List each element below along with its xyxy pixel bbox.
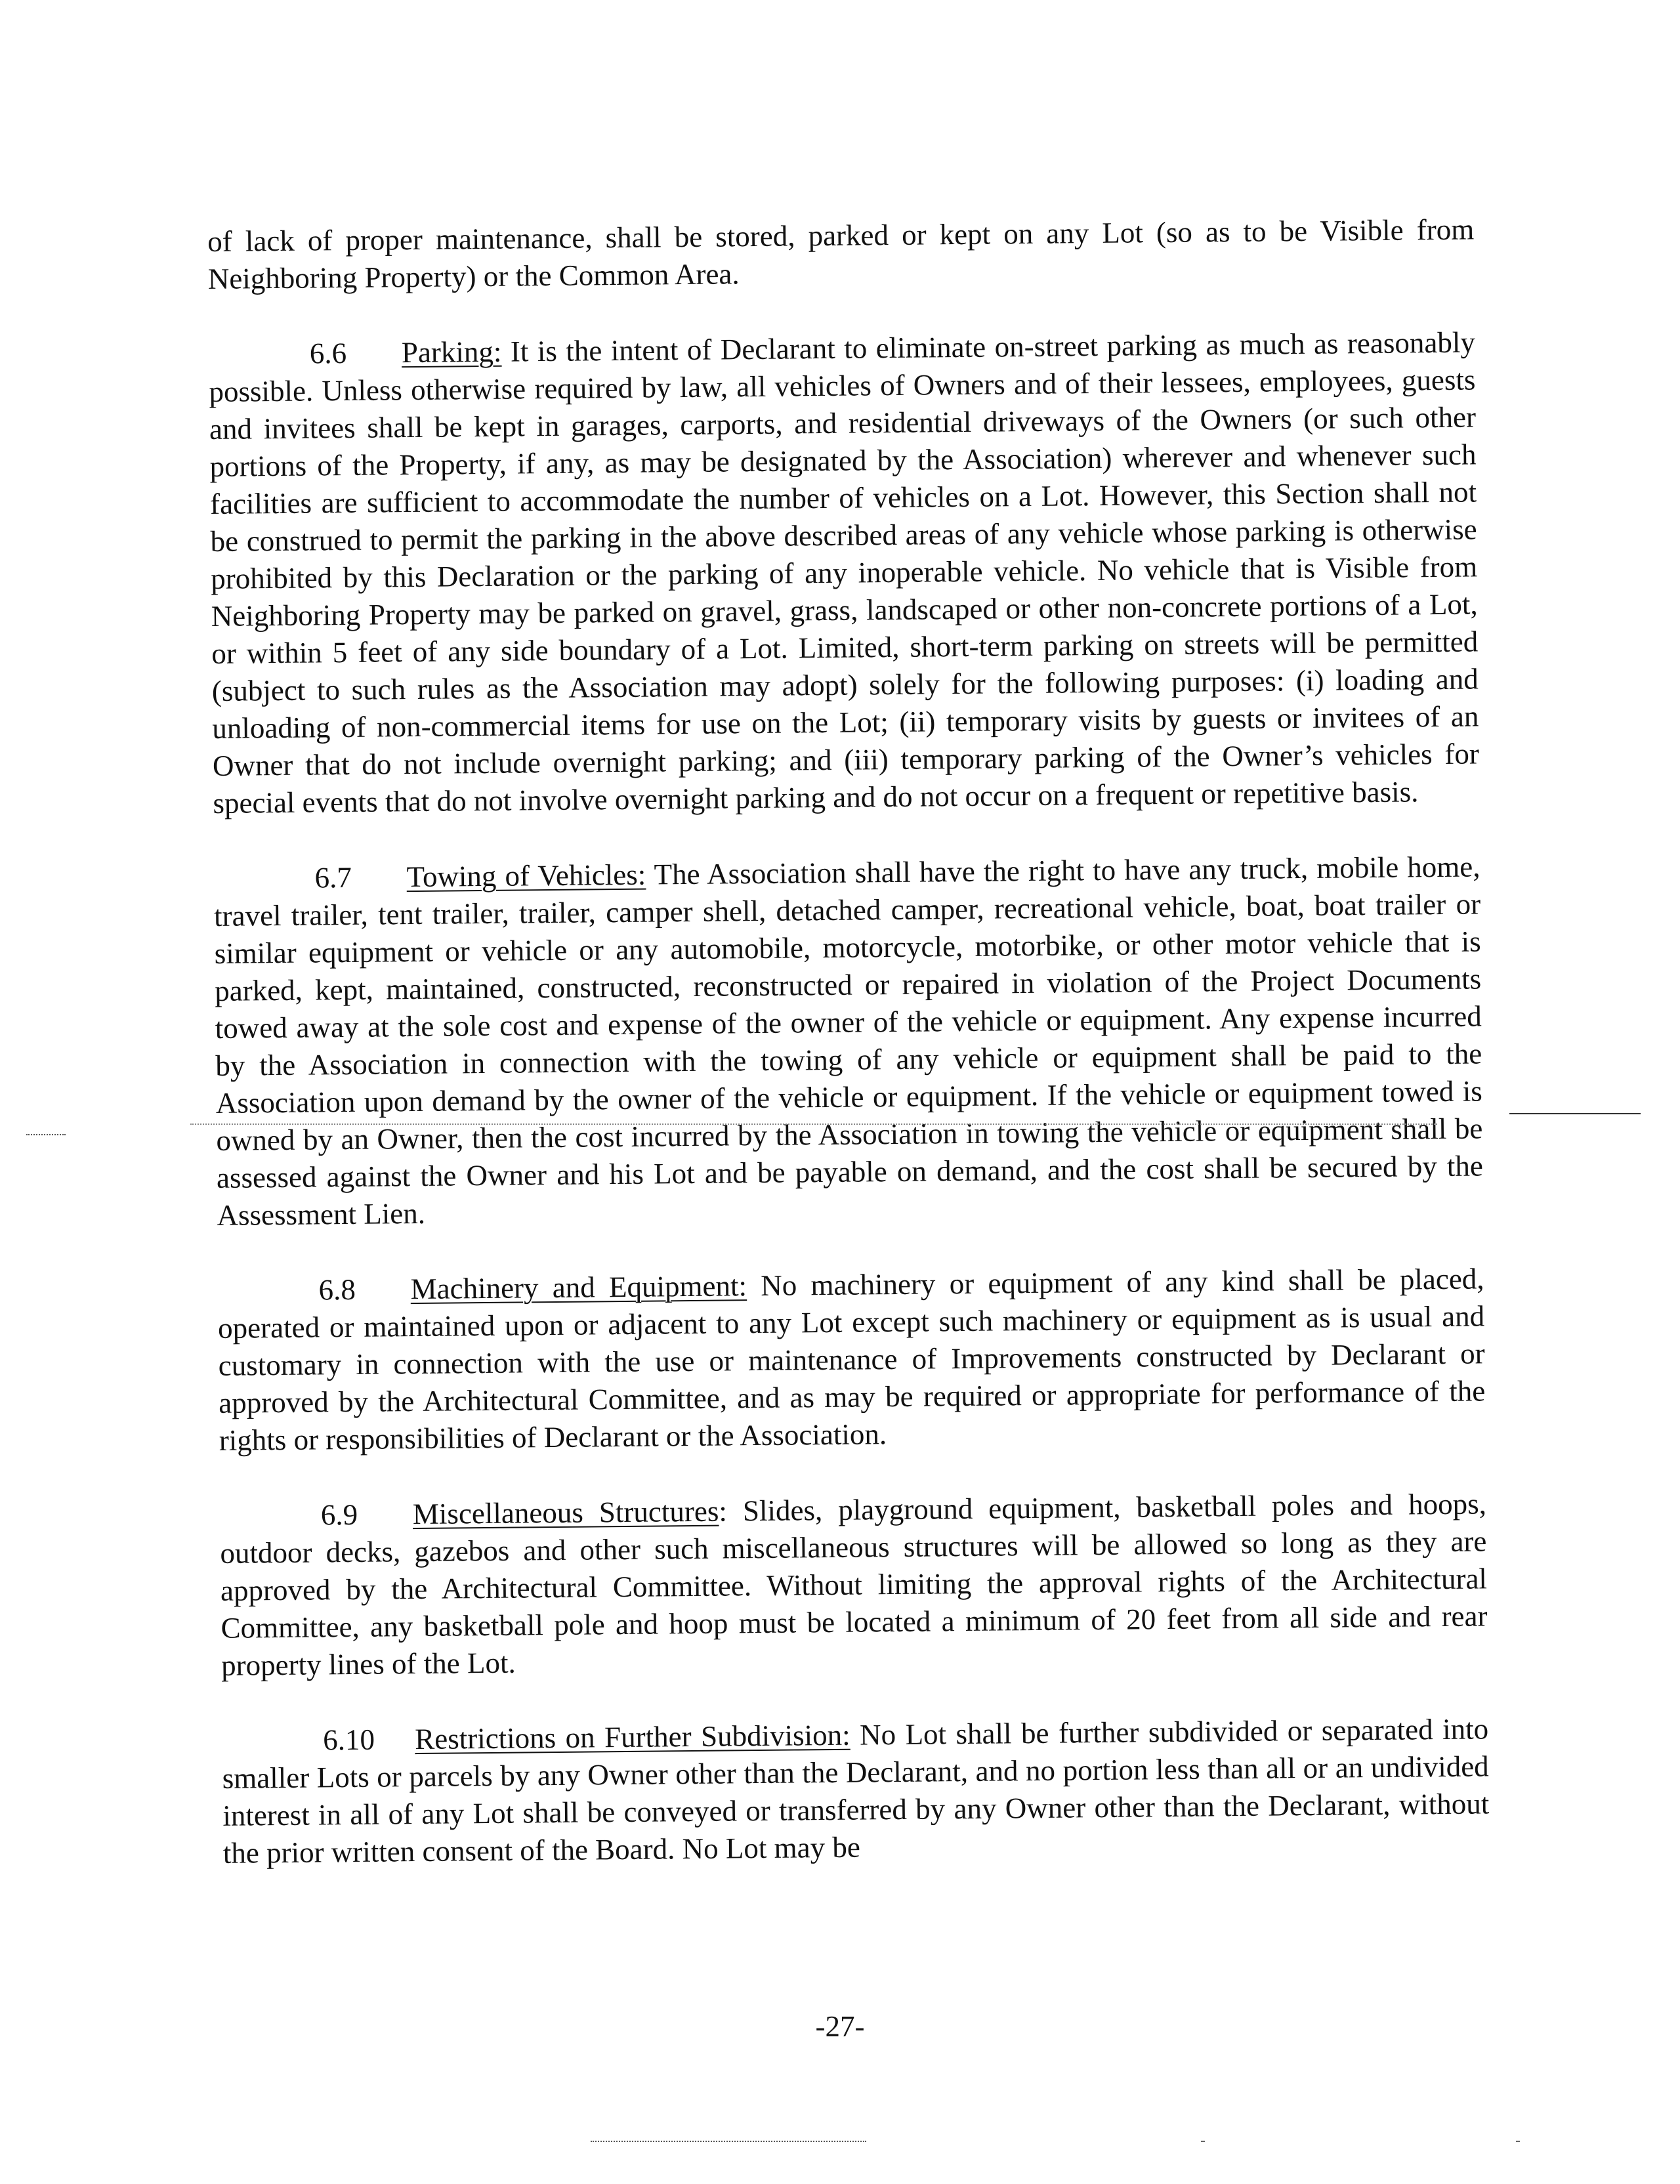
- section-body: Slides, playground equipment, basketball poles and hoops, outdoor decks, gazebos and other such miscellaneous structures will be allowed so long as they are approved by the Architectural Committee. Without limiting the approval rights of the Architectural Committee, any basketball pole and hoop must be located a minimum of 20 feet from all side and rear property lines of the Lot.: [220, 1487, 1488, 1682]
- scan-artifact-right-margin: [1509, 1113, 1641, 1114]
- section-6-10-restrictions-on-further-subdivision: [222, 1710, 1490, 1872]
- section-heading: Towing of Vehicles:: [406, 858, 646, 894]
- section-number: 6.6: [309, 336, 347, 370]
- section-heading: Miscellaneous Structures: [412, 1494, 719, 1531]
- section-number: 6.9: [320, 1498, 358, 1532]
- scan-artifact-left-margin: [26, 1134, 66, 1135]
- section-body: No machinery or equipment of any kind shall be placed, operated or maintained upon or adjacent to any Lot except such machinery or equipment as is usual and customary in connection with the use or maintenance of Improvements constructed by Declarant or approved by the Architectural Committee, and as may be required or appropriate for performance of the rights or responsibilities of Declarant or the Association.: [217, 1262, 1486, 1457]
- section-number: 6.8: [318, 1272, 356, 1307]
- page-body-text: [207, 211, 1490, 1910]
- scan-artifact-underline: [190, 1124, 1437, 1125]
- section-6-6-parking: [209, 324, 1480, 822]
- section-6-7-towing-of-vehicles: [213, 848, 1483, 1234]
- section-6-8-machinery-and-equipment: [217, 1260, 1486, 1460]
- section-heading-colon: :: [719, 1494, 728, 1528]
- section-6-9-miscellaneous-structures: [220, 1485, 1488, 1685]
- section-number: 6.10: [322, 1723, 375, 1757]
- scan-artifact-bottom: [591, 2141, 866, 2142]
- scan-artifact-dot: [1201, 2141, 1205, 2142]
- section-heading: Parking:: [401, 335, 502, 369]
- section-heading: Restrictions on Further Subdivision:: [414, 1718, 850, 1756]
- page-number: -27-: [815, 2010, 865, 2043]
- continued-paragraph-text: of lack of proper maintenance, shall be stored, parked or kept on any Lot (so as to be Visible from Neighboring Property) or the Common Area.: [207, 213, 1475, 295]
- section-heading: Machinery and Equipment:: [410, 1269, 747, 1306]
- section-body: The Association shall have the right to have any truck, mobile home, travel trailer, tent trailer, trailer, camper shell, detached camper, recreational vehicle, boat, boat trailer or similar equipment or vehicle or any automobile, motorcycle, motorbike, or other motor vehicle that is parked, kept, maintained, constructed, reconstructed or repaired in violation of the Project Documents towed away at the sole cost and expense of the owner of the vehicle or equipment. Any expense incurred by the Association in connection with the towing of any vehicle or equipment shall be paid to the Association upon demand by the owner of the vehicle or equipment. If the vehicle or equipment towed is owned by an Owner, then the cost incurred by the Association in towing the vehicle or equipment shall be assessed against the Owner and his Lot and be payable on demand, and the cost shall be secured by the Assessment Lien.: [213, 850, 1484, 1232]
- section-body: It is the intent of Declarant to eliminate on-street parking as much as reasonably possible. Unless otherwise required by law, all vehicles of Owners and of their lessees, employees, guests and invitees shall be kept in garages, carports, and residential driveways of the Owners (or such other portions of the Property, if any, as may be designated by the Association) wherever and whenever such facilities are sufficient to accommodate the number of vehicles on a Lot. However, this Section shall not be construed to permit the parking in the above described areas of any vehicle whose parking is otherwise prohibited by this Declaration or the parking of any inoperable vehicle. No vehicle that is Visible from Neighboring Property may be parked on gravel, grass, landscaped or other non-concrete portions of a Lot, or within 5 feet of any side boundary of a Lot. Limited, short-term parking on streets will be permitted (subject to such rules as the Association may adopt) solely for the following purposes: (i) loading and unloading of non-commercial items for use on the Lot; (ii) temporary visits by guests or invitees of an Owner that do not include overnight parking; and (iii) temporary parking of the Owner’s vehicles for special events that do not involve overnight parking and do not occur on a frequent or repetitive basis.: [209, 326, 1480, 820]
- section-number: 6.7: [314, 860, 352, 894]
- section-body: No Lot shall be further subdivided or separated into smaller Lots or parcels by any Owner other than the Declarant, and no portion less than all or an undivided interest in all of any Lot shall be conveyed or transferred by any Owner other than the Declarant, without the prior written consent of the Board. No Lot may be: [222, 1712, 1490, 1870]
- continued-paragraph: [207, 211, 1475, 298]
- scan-artifact-dot: [1516, 2141, 1520, 2142]
